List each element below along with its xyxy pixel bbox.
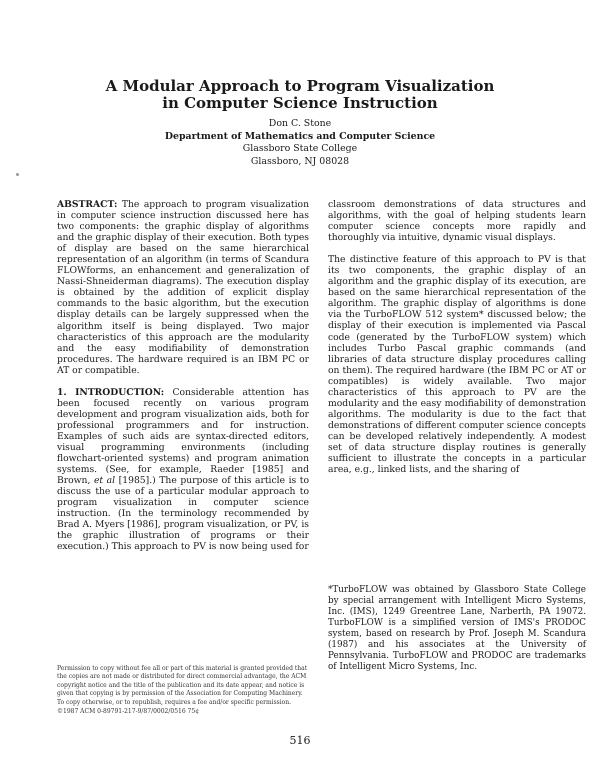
right-column	[328, 199, 586, 486]
turboflow-footnote: *TurboFLOW was obtained by Glassboro State College by special arrangement with Intelligent Micro Systems, Inc. (IMS), 1249 Greentree Lane, Narberth, PA 19072. TurboFLOW is a simplified version of IMS's PRODOC system, based on research by Prof. Joseph M. Scandura (1987) and his associates at the University of Pennsylvania. TurboFLOW and PRODOC are trademarks of Intelligent Micro Systems, Inc.	[328, 585, 586, 672]
introduction-et-al: et al	[93, 475, 116, 487]
permission-text: Permission to copy without fee all or part of this material is granted provided that the copies are not made or distributed for direct commercial advantage, the ACM copyright notice and the title of the publication and its date appear, and notice is given that copying is by permission of the Association for Computing Machinery. To copy otherwise, or to republish, requires a fee and/or specific permission.	[57, 665, 308, 706]
introduction-continued: classroom demonstrations of data structures and algorithms, with the goal of helping students learn computer science concepts more rapidly and thoroughly via intuitive, dynamic visual displays.	[328, 199, 586, 244]
introduction-paragraph	[57, 387, 309, 553]
author-block	[60, 118, 540, 168]
pv-paragraph: The distinctive feature of this approach to PV is that its two components, the graphic display of an algorithm and the graphic display of its execution, are based on the same hierarchical representation of the algorithm. The graphic display of algorithms is done via the TurboFLOW 512 system* discussed below; the display of their execution is implemented via Pascal code (generated by the TurboFLOW system) which includes Turbo Pascal graphic commands (and libraries of data structure display procedures calling on them). The required hardware (the IBM PC or AT or compatibles) is widely available. Two major characteristics of this approach to PV are the modularity and the easy modifiability of demonstration algorithms. The modularity is due to the fact that demonstrations of different computer science concepts can be developed relatively independently. A modest set of data structure display routines is generally sufficient to illustrate the concepts in a particular area, e.g., linked lists, and the sharing of	[328, 254, 586, 476]
paper-title	[60, 78, 540, 112]
author-location: Glassboro, NJ 08028	[250, 155, 350, 167]
title-line-1: A Modular Approach to Program Visualization	[105, 77, 495, 95]
page-number: 516	[289, 734, 311, 747]
author-institution: Glassboro State College	[242, 143, 358, 154]
abstract-paragraph	[57, 199, 309, 376]
acm-copyright-code: ©1987 ACM 0-89791-217-9/87/0002/0516 75¢	[57, 708, 200, 716]
introduction-text-b: [1985].) The purpose of this article is to discuss the use of a particular modular approach to program visualization in computer science instruction. (In the terminology recommended by Brad A. Myers [1986], program visualization, or PV, is the graphic illustration of programs or their execution.) This approach to PV is now being used for	[57, 475, 310, 553]
introduction-heading: 1. INTRODUCTION:	[57, 386, 165, 398]
abstract-text: The approach to program visualization in computer science instruction discussed here has two components: the graphic display of algorithms and the graphic display of their execution. Both types of display are based on the same hierarchical representation of an algorithm (in terms of Scandura FLOWforms, an enhancement and generalization of Nassi-Shneiderman diagrams). The execution display is obtained by the addition of explicit display commands to the basic algorithm, but the execution display details can be largely suppressed when the algorithm itself is being displayed. Two major characteristics of this approach are the modularity and the easy modifiability of demonstration procedures. The hardware required is an IBM PC or AT or compatible.	[57, 199, 310, 376]
author-name: Don C. Stone	[268, 118, 332, 129]
scan-speck	[16, 173, 19, 176]
abstract-label: ABSTRACT:	[57, 199, 118, 210]
left-column	[57, 199, 309, 563]
introduction-text-a: Considerable attention has been focused recently on various program development and program visualization aids, both for professional programmers and for instruction. Examples of such aids are syntax-directed editors, visual programming environments (including flowchart-oriented systems) and program animation systems. (See, for example, Raeder [1985] and Brown,	[57, 386, 310, 487]
author-department: Department of Mathematics and Computer Science	[164, 130, 436, 142]
acm-permission-notice	[57, 665, 309, 716]
title-line-2: in Computer Science Instruction	[162, 94, 438, 112]
